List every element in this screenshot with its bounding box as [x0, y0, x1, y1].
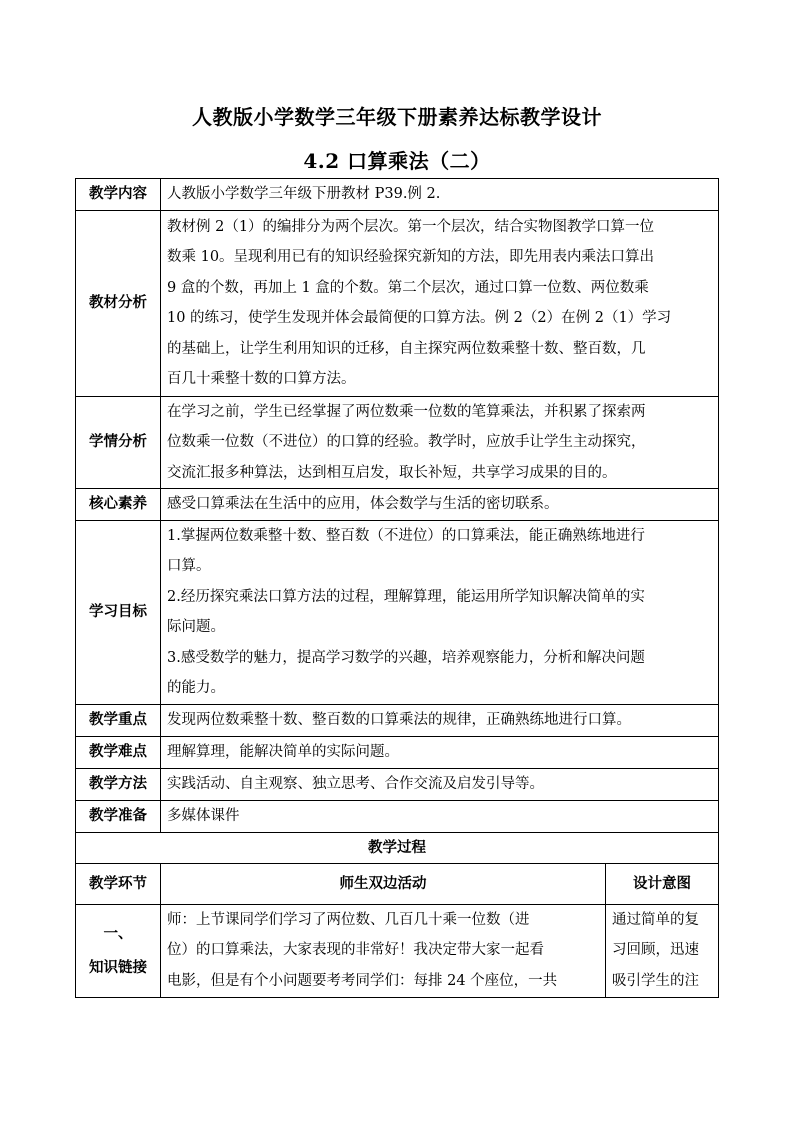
row-content: [161, 179, 719, 211]
stage-cell: [76, 904, 161, 997]
content-line: 实践活动、自主观察、独立思考、合作交流及启发引导等。: [167, 775, 544, 792]
row-label: 核心素养: [76, 489, 161, 521]
intent-line: 通过简单的复: [612, 911, 699, 928]
col-intent-header: 设计意图: [606, 863, 719, 904]
info-row: [76, 520, 719, 704]
row-label: 教学内容: [76, 179, 161, 211]
content-line: 2.经历探究乘法口算方法的过程，理解算理，能运用所学知识解决简单的实: [167, 588, 645, 605]
content-line: 的能力。: [167, 680, 225, 696]
info-row: [76, 489, 719, 521]
stage-name: 知识链接: [89, 958, 147, 976]
row-content: [161, 704, 719, 736]
lesson-plan-table: [75, 178, 719, 998]
content-line: 际问题。: [167, 619, 225, 635]
row-label: 学情分析: [76, 396, 161, 489]
info-row: [76, 736, 719, 768]
row-label: 教学难点: [76, 736, 161, 768]
content-line: 的基础上，让学生利用知识的迁移，自主探究两位数乘整十数、整百数，几: [167, 340, 646, 357]
content-line: 感受口算乘法在生活中的应用，体会数学与生活的密切联系。: [167, 496, 559, 512]
process-header-row: [76, 863, 719, 904]
activity-cell: [161, 904, 606, 997]
info-row: [76, 800, 719, 832]
content-line: 理解算理，能解决简单的实际问题。: [167, 743, 399, 760]
process-heading-row: [76, 832, 719, 863]
row-label: 教学重点: [76, 704, 161, 736]
activity-line: 电影，但是有个小问题要考考同学们：每排 24 个座位，一共: [167, 972, 558, 989]
row-content: [161, 520, 719, 704]
intent-line: 习回顾，迅速: [612, 942, 699, 959]
process-row-1: [76, 904, 719, 997]
info-row: [76, 210, 719, 396]
lesson-subtitle: 4.2 口算乘法（二）: [303, 149, 491, 173]
info-row: [76, 768, 719, 800]
document-title: 人教版小学数学三年级下册素养达标教学设计: [192, 105, 602, 129]
row-content: [161, 210, 719, 396]
content-line: 位数乘一位数（不进位）的口算的经验。教学时，应放手让学生主动探究，: [167, 434, 646, 450]
info-row: [76, 179, 719, 211]
content-line: 在学习之前，学生已经掌握了两位数乘一位数的笔算乘法，并积累了探索两: [167, 403, 646, 420]
intent-cell: [606, 904, 719, 997]
content-line: 口算。: [167, 558, 211, 574]
content-line: 教材例 2（1）的编排分为两个层次。第一个层次，结合实物图教学口算一位: [167, 218, 655, 235]
row-label: 教学准备: [76, 800, 161, 832]
row-content: [161, 800, 719, 832]
content-line: 9 盒的个数，再加上 1 盒的个数。第二个层次，通过口算一位数、两位数乘: [167, 279, 649, 296]
row-label: 教材分析: [76, 210, 161, 396]
content-line: 人教版小学数学三年级下册教材 P39.例 2.: [167, 186, 441, 202]
content-line: 交流汇报多种算法，达到相互启发，取长补短，共享学习成果的目的。: [167, 464, 617, 481]
col-stage-header: 教学环节: [76, 863, 161, 904]
row-content: [161, 396, 719, 489]
info-rows: [76, 179, 719, 833]
activity-line: 师：上节课同学们学习了两位数、几百几十乘一位数（进: [167, 911, 530, 928]
content-line: 发现两位数乘整十数、整百数的口算乘法的规律，正确熟练地进行口算。: [167, 711, 631, 728]
content-line: 10 的练习，使学生发现并体会最简便的口算方法。例 2（2）在例 2（1）学习: [167, 310, 672, 326]
stage-number: 一、: [103, 924, 133, 942]
row-content: [161, 768, 719, 800]
row-label: 学习目标: [76, 520, 161, 704]
content-line: 多媒体课件: [167, 807, 240, 824]
content-line: 数乘 10。呈现利用已有的知识经验探究新知的方法，即先用表内乘法口算出: [167, 249, 655, 265]
col-activity-header: 师生双边活动: [161, 863, 606, 904]
row-content: [161, 736, 719, 768]
content-line: 百几十乘整十数的口算方法。: [167, 371, 356, 387]
row-content: [161, 489, 719, 521]
content-line: 1.掌握两位数乘整十数、整百数（不进位）的口算乘法，能正确熟练地进行: [167, 527, 645, 544]
process-section: [76, 832, 719, 997]
info-row: [76, 704, 719, 736]
content-line: 3.感受数学的魅力，提高学习数学的兴趣，培养观察能力，分析和解决问题: [167, 649, 645, 666]
process-heading: 教学过程: [76, 832, 719, 863]
activity-line: 位）的口算乘法，大家表现的非常好！我决定带大家一起看: [167, 942, 544, 959]
info-row: [76, 396, 719, 489]
intent-line: 吸引学生的注: [612, 972, 699, 989]
row-label: 教学方法: [76, 768, 161, 800]
